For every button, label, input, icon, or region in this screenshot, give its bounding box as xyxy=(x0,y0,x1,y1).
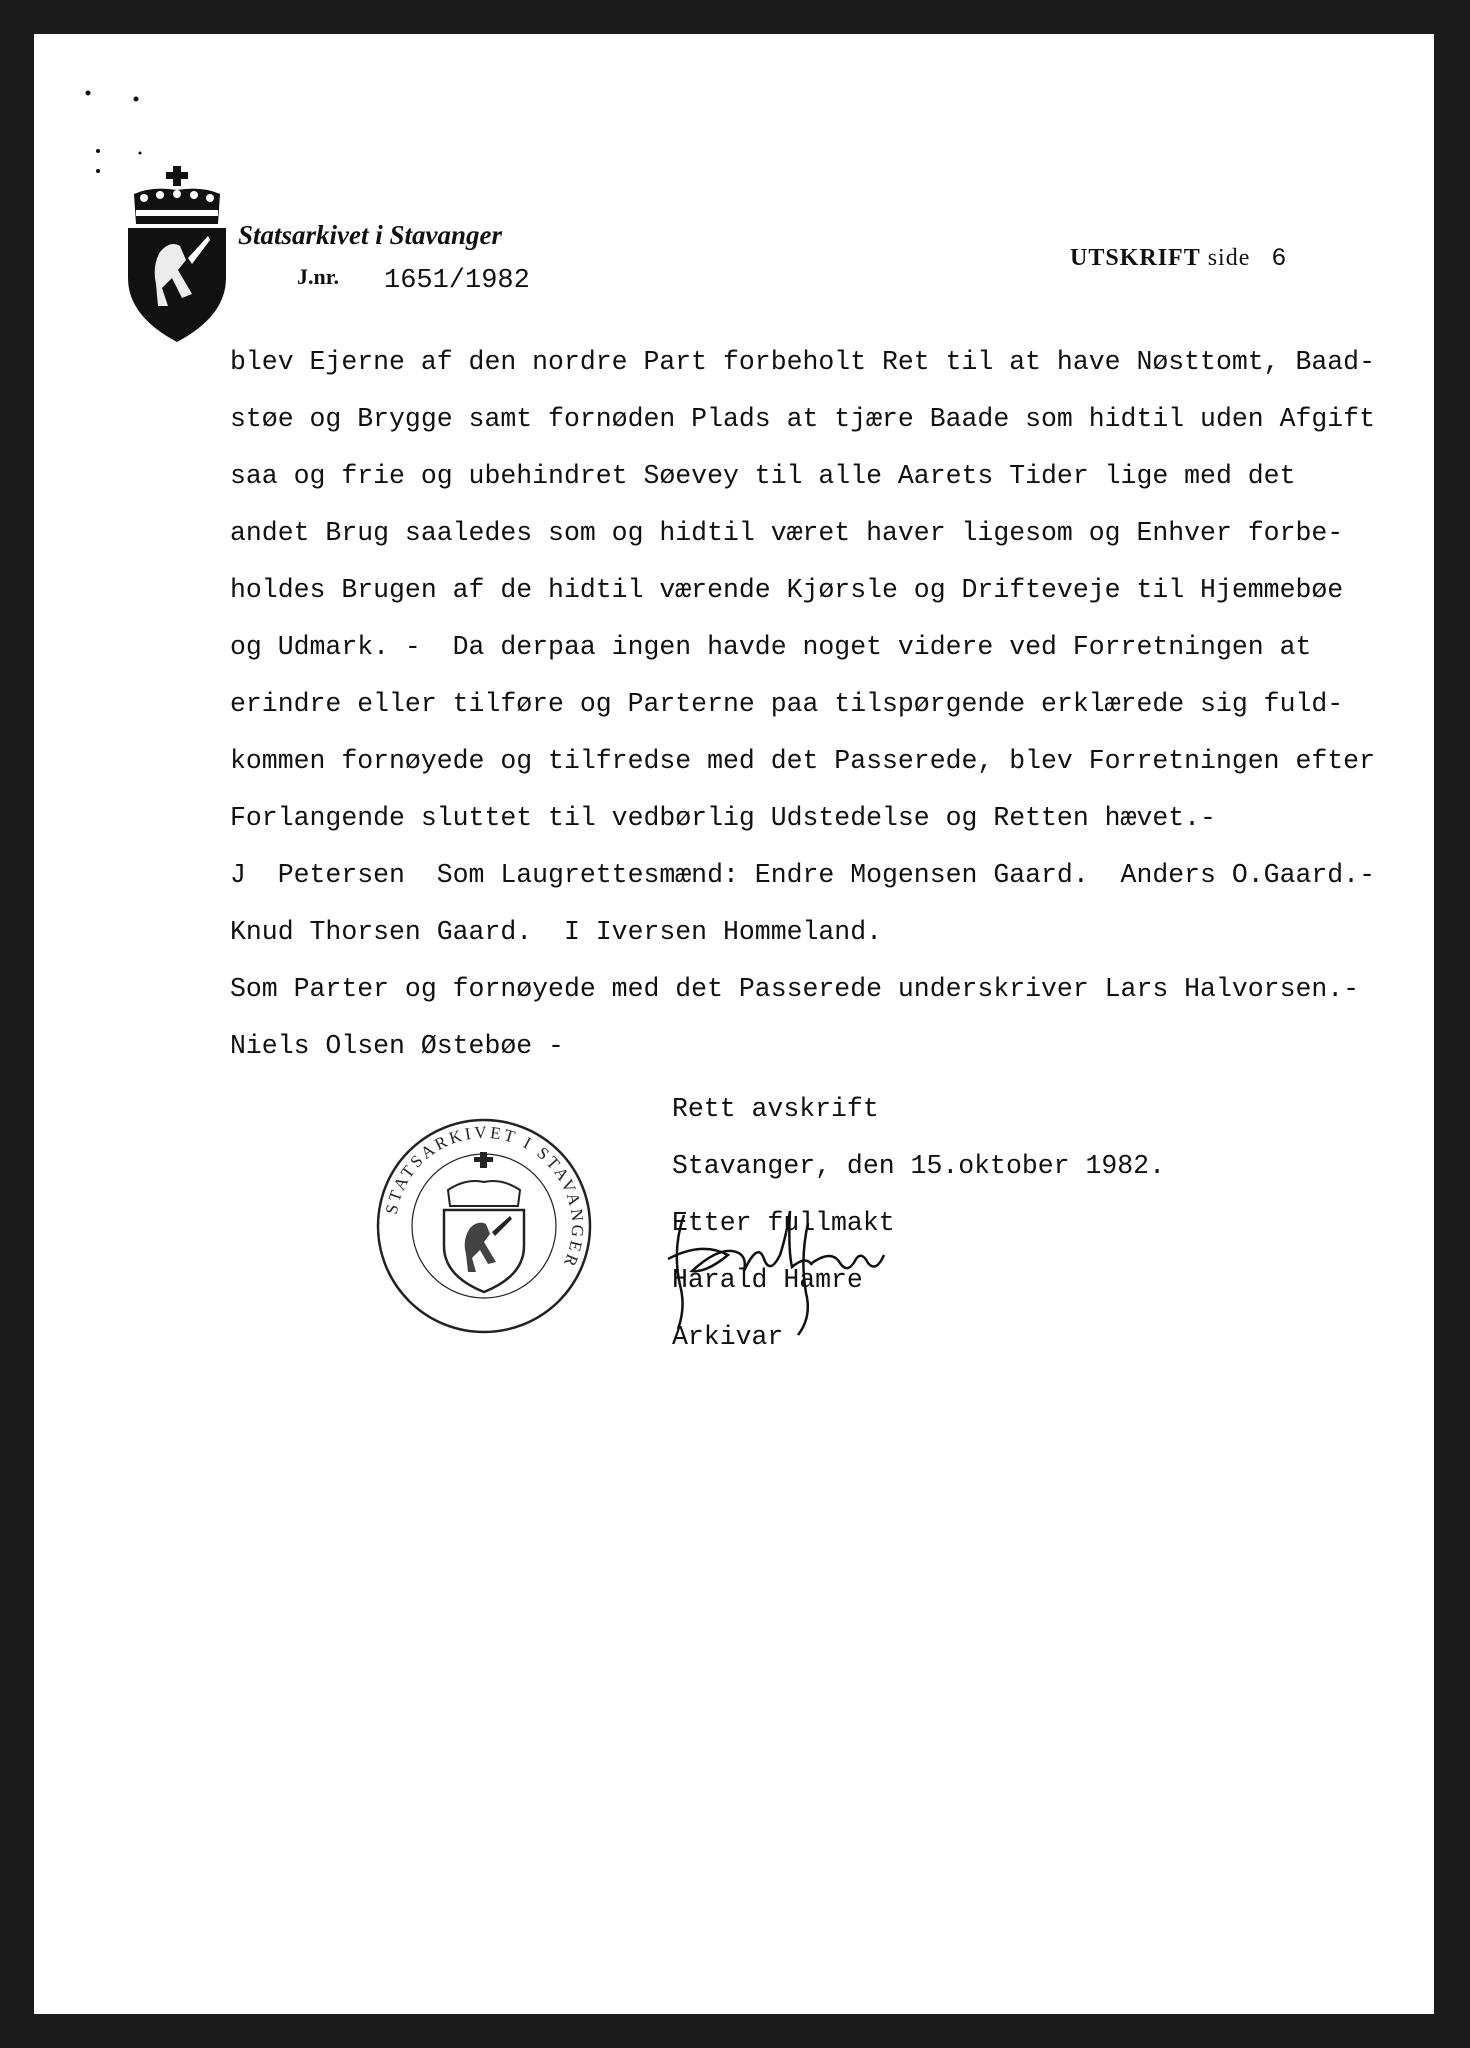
body-line: holdes Brugen af de hidtil værende Kjørsle og Drifteveje til Hjemmebøe xyxy=(230,575,1344,605)
page-label-side: side xyxy=(1207,245,1251,271)
body-line: og Udmark. - Da derpaa ingen havde noget videre ved Forretningen at xyxy=(230,632,1312,662)
signatory-title: Arkivar xyxy=(672,1322,784,1352)
certification-authority: Etter fullmakt xyxy=(672,1208,895,1238)
archive-seal-stamp xyxy=(374,1116,594,1336)
body-line: erindre eller tilføre og Parterne paa tilspørgende erklærede sig fuld- xyxy=(230,689,1344,719)
body-line: blev Ejerne af den nordre Part forbeholt Ret til at have Nøsttomt, Baad- xyxy=(230,347,1375,377)
handwritten-signature xyxy=(662,1189,892,1339)
body-line: Som Parter og fornøyede med det Passerede underskriver Lars Halvorsen.- xyxy=(230,974,1360,1004)
journal-number-label: J.nr. xyxy=(297,264,339,289)
body-line: saa og frie og ubehindret Søevey til alle Aarets Tider lige med det xyxy=(230,461,1296,491)
signatory-name: Harald Hamre xyxy=(672,1265,863,1295)
page-label xyxy=(1070,244,1287,273)
body-line: andet Brug saaledes som og hidtil været haver ligesom og Enhver forbe- xyxy=(230,518,1344,548)
coat-of-arms-icon xyxy=(122,166,232,342)
page-number: 6 xyxy=(1271,244,1288,273)
document-page xyxy=(34,34,1434,2014)
body-line: J Petersen Som Laugrettesmænd: Endre Mogensen Gaard. Anders O.Gaard.- xyxy=(230,860,1375,890)
organization-name: Statsarkivet i Stavanger xyxy=(238,220,503,250)
document-body xyxy=(230,334,1375,1075)
body-line: Forlangende sluttet til vedbørlig Udstedelse og Retten hævet.- xyxy=(230,803,1216,833)
page-label-main: UTSKRIFT xyxy=(1070,245,1201,271)
body-line: kommen fornøyede og tilfredse med det Passerede, blev Forretningen efter xyxy=(230,746,1375,776)
certification-title: Rett avskrift xyxy=(672,1094,879,1124)
body-line: støe og Brygge samt fornøden Plads at tjære Baade som hidtil uden Afgift xyxy=(230,404,1375,434)
journal-number-value: 1651/1982 xyxy=(384,266,530,296)
certification-place-date: Stavanger, den 15.oktober 1982. xyxy=(672,1151,1165,1181)
body-line: Knud Thorsen Gaard. I Iversen Hommeland. xyxy=(230,917,883,947)
svg-text:STATSARKIVET I STAVANGER: STATSARKIVET I STAVANGER xyxy=(381,1122,588,1272)
body-line: Niels Olsen Østebøe - xyxy=(230,1031,564,1061)
